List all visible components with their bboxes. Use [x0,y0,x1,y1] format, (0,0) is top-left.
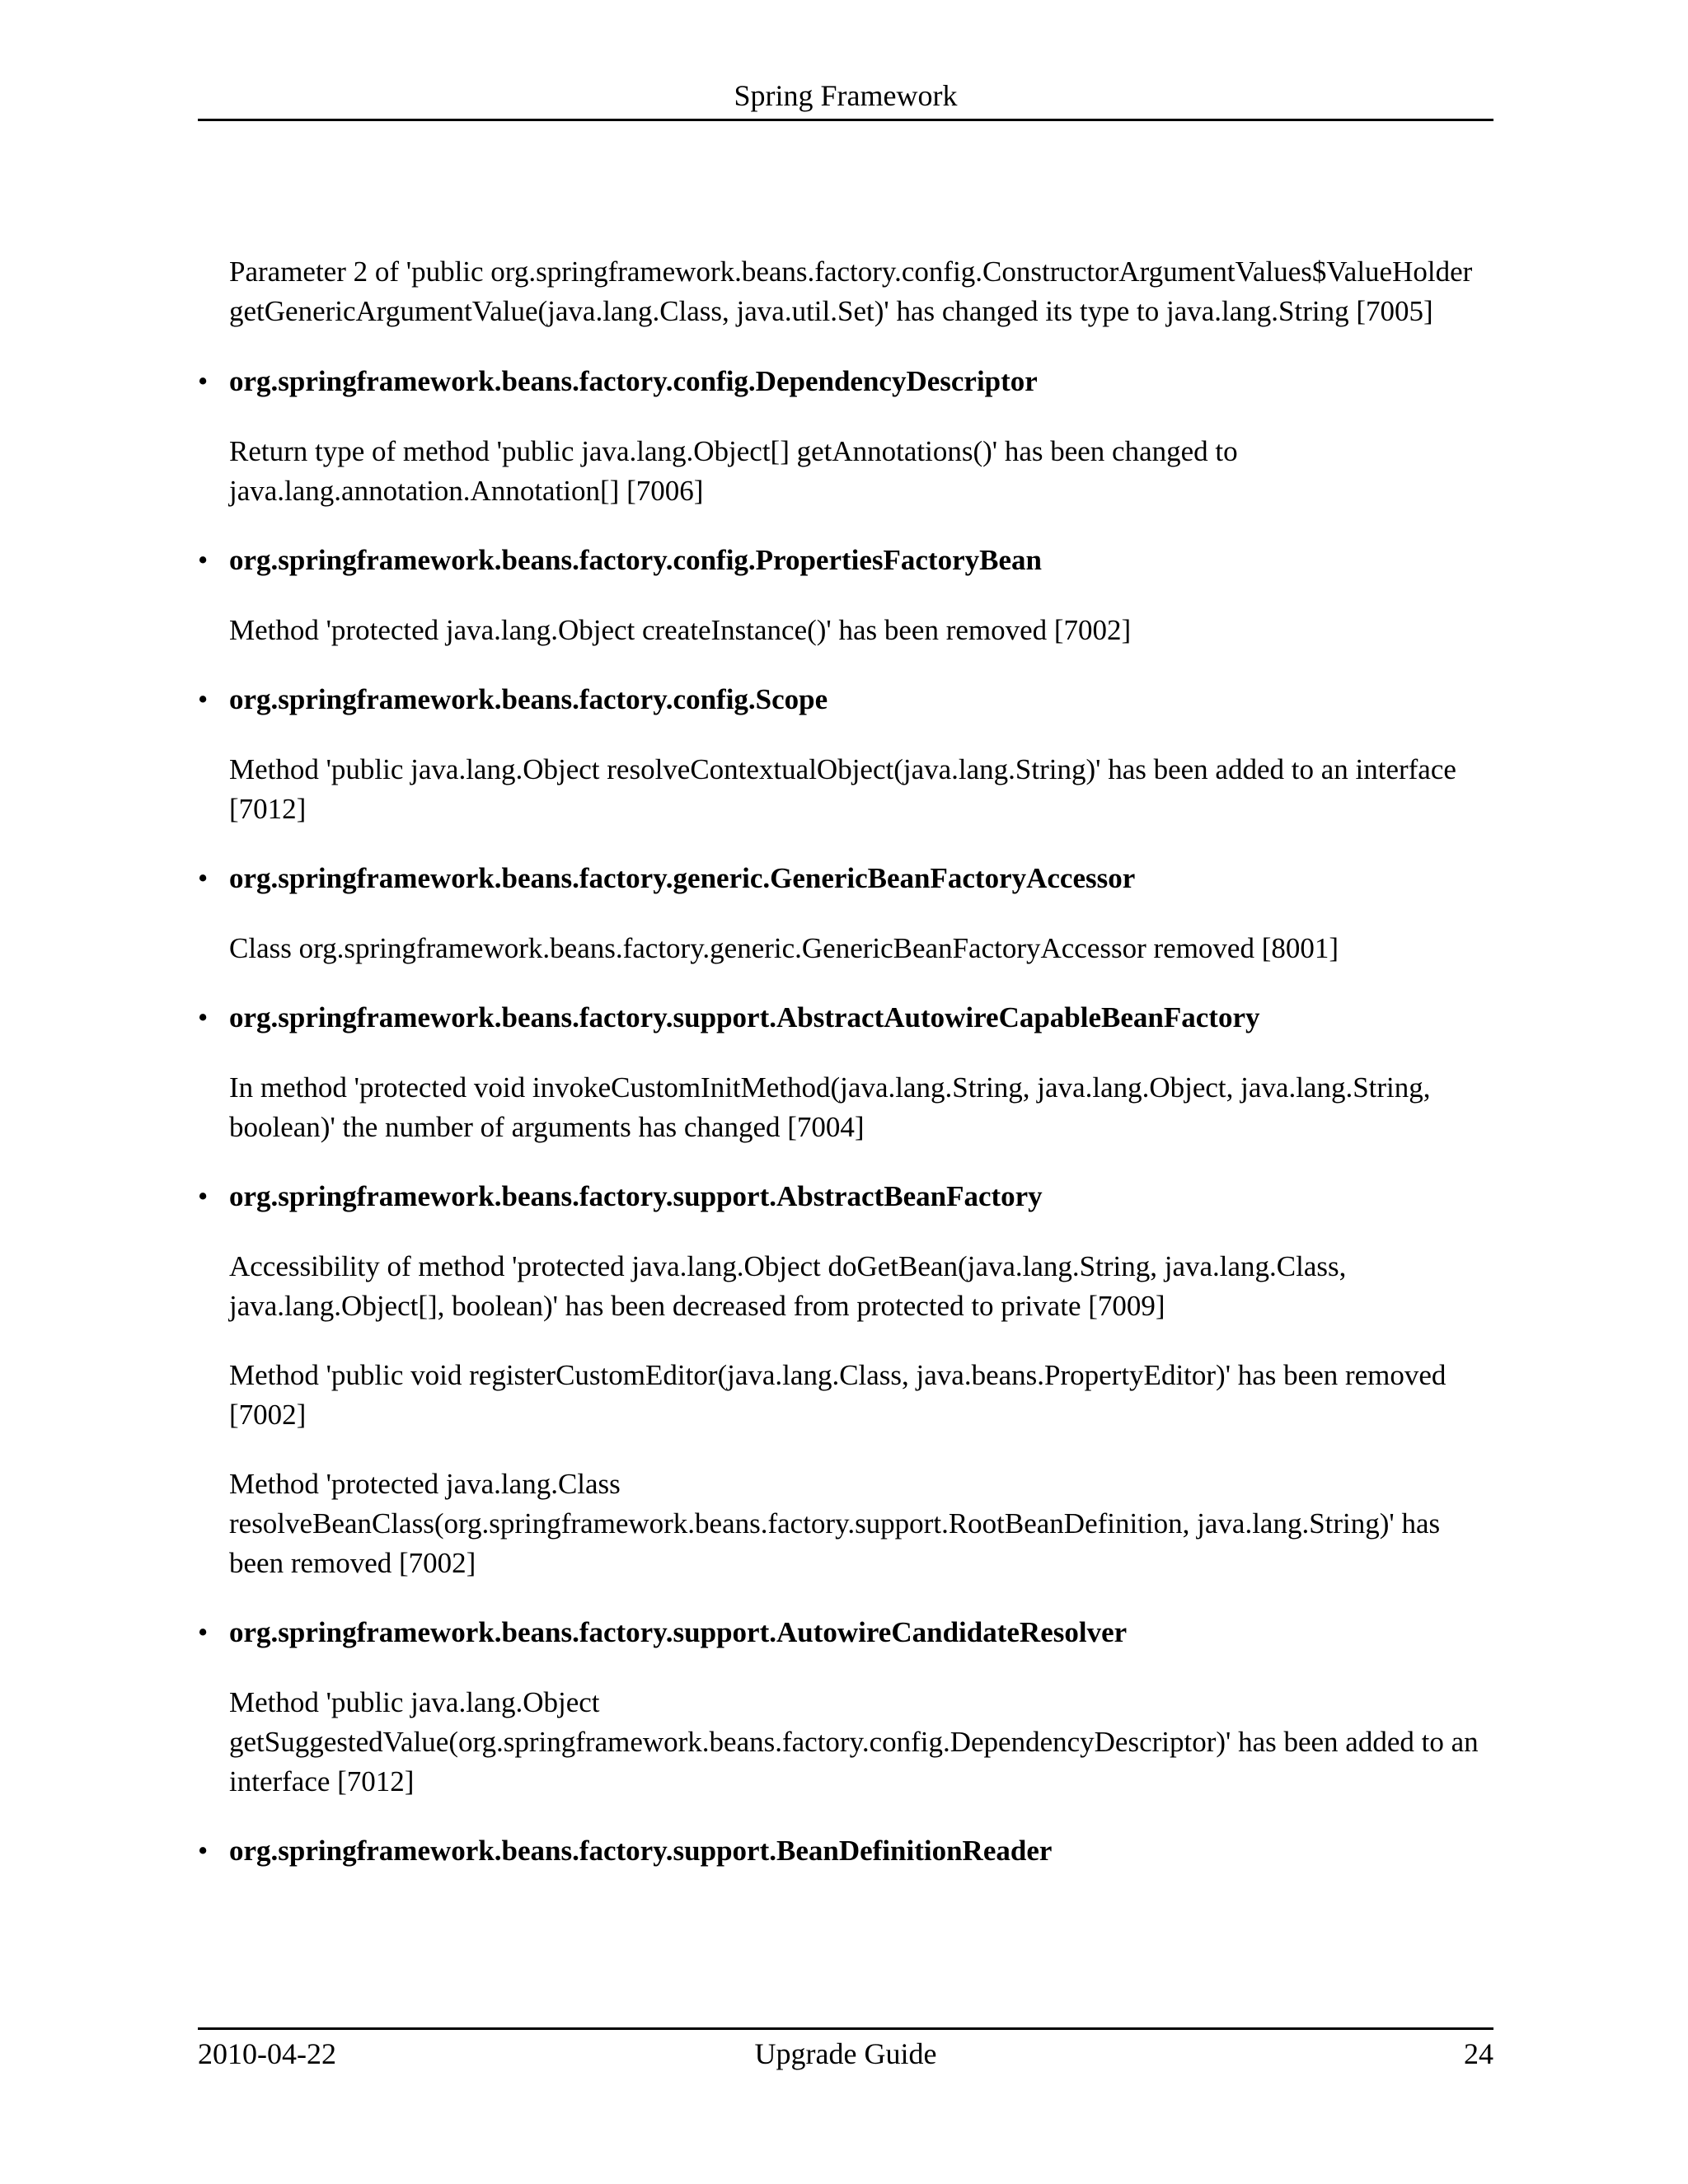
page-footer [198,2027,1493,2076]
section-heading: • org.springframework.beans.factory.support.AutowireCandidateResolver [198,1613,1493,1652]
section-heading: • org.springframework.beans.factory.support.BeanDefinitionReader [198,1831,1493,1871]
section-heading: • org.springframework.beans.factory.config.DependencyDescriptor [198,362,1493,401]
section-heading: • org.springframework.beans.factory.config.Scope [198,680,1493,719]
section-paragraph: Method 'protected java.lang.Class resolveBeanClass(org.springframework.beans.factory.support.RootBeanDefinition, java.lang.String)' has been removed [7002] [229,1468,1441,1579]
section-heading: • org.springframework.beans.factory.support.AbstractAutowireCapableBeanFactory [198,998,1493,1038]
bullet-icon: • [198,862,209,894]
section-paragraph: Return type of method 'public java.lang.Object[] getAnnotations()' has been changed to java.lang.annotation.Annotation[] [7006] [229,435,1238,507]
section-paragraph: Method 'protected java.lang.Object createInstance()' has been removed [7002] [229,614,1132,646]
section-paragraph: Accessibility of method 'protected java.lang.Object doGetBean(java.lang.String, java.lang.Class, java.lang.Object[], boolean)' has been decreased from protected to private [7009] [229,1250,1347,1322]
section-heading: • org.springframework.beans.factory.support.AbstractBeanFactory [198,1177,1493,1216]
page-number: 24 [1464,2037,1493,2070]
header-title: Spring Framework [734,79,958,112]
page-header [198,73,1493,121]
bullet-icon: • [198,1835,209,1867]
bullet-icon: • [198,544,209,576]
section-paragraph: Method 'public void registerCustomEditor(java.lang.Class, java.beans.PropertyEditor)' has been removed [7002] [229,1359,1447,1431]
section-paragraph: Method 'public java.lang.Object getSuggestedValue(org.springframework.beans.factory.config.DependencyDescriptor)' has been added to an interface [7012] [229,1686,1479,1797]
page-content [198,252,1493,1901]
bullet-icon: • [198,1616,209,1648]
bullet-icon: • [198,683,209,715]
section-heading: • org.springframework.beans.factory.config.PropertiesFactoryBean [198,541,1493,580]
intro-paragraph: Parameter 2 of 'public org.springframework.beans.factory.config.ConstructorArgumentValues$ValueHolder getGenericArgumentValue(java.lang.Class, java.util.Set)' has changed its type to java.lang.String [7005] [229,255,1473,327]
footer-title: Upgrade Guide [754,2037,937,2070]
bullet-icon: • [198,1180,209,1212]
section-heading: • org.springframework.beans.factory.generic.GenericBeanFactoryAccessor [198,859,1493,898]
section-paragraph: In method 'protected void invokeCustomInitMethod(java.lang.String, java.lang.Object, java.lang.String, boolean)' the number of arguments has changed [7004] [229,1071,1431,1143]
bullet-icon: • [198,1001,209,1033]
section-paragraph: Method 'public java.lang.Object resolveContextualObject(java.lang.String)' has been added to an interface [7012] [229,753,1456,825]
footer-date: 2010-04-22 [198,2037,336,2070]
bullet-icon: • [198,365,209,397]
section-paragraph: Class org.springframework.beans.factory.generic.GenericBeanFactoryAccessor removed [8001] [229,932,1339,964]
